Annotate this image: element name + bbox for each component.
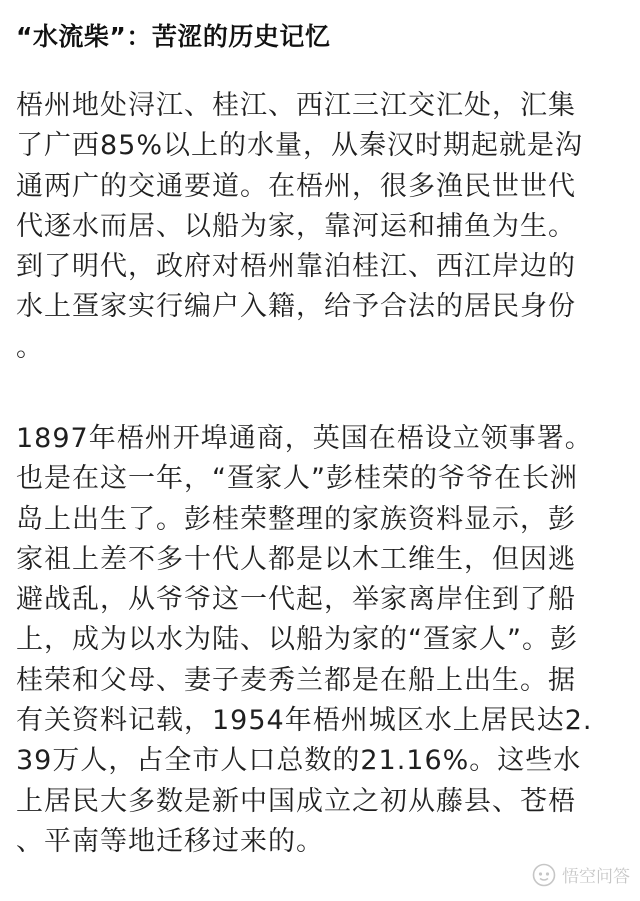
paragraph-2: 1897年梧州开埠通商，英国在梧设立领事署。 也是在这一年，“疍家人”彭桂荣的爷爷在长洲 岛上出生了。彭桂荣整理的家族资料显示，彭 家祖上差不多十代人都是以木工维生，但因逃 避战乱，从爷爷这一代起，举家离岸住到了船 上，成为以水为陆、以船为家的“疍家人”。彭 桂荣和父母、妻子麦秀兰都是在船上出生。据 有关资料记载，1954年梧州城区水上居民达2. 39万人，占全市人口总数的21.16%。这些水 上居民大多数是新中国成立之初从藤县、苍梧 、平南等地迁移过来的。 (16, 423, 593, 857)
watermark (532, 862, 630, 887)
paragraph-1: 梧州地处浔江、桂江、西江三江交汇处，汇集 了广西85%以上的水量，从秦汉时期起就是沟 通两广的交通要道。在梧州，很多渔民世世代 代逐水而居、以船为家，靠河运和捕鱼为生。 到了明代，政府对梧州靠泊桂江、西江岸边的 水上疍家实行编户入籍，给予合法的居民身份 。 (16, 90, 584, 363)
wukong-logo-icon (532, 863, 556, 887)
article (16, 0, 632, 857)
article-title: “水流柴”：苦涩的历史记忆 (16, 22, 331, 51)
watermark-text: 悟空问答 (562, 867, 630, 887)
